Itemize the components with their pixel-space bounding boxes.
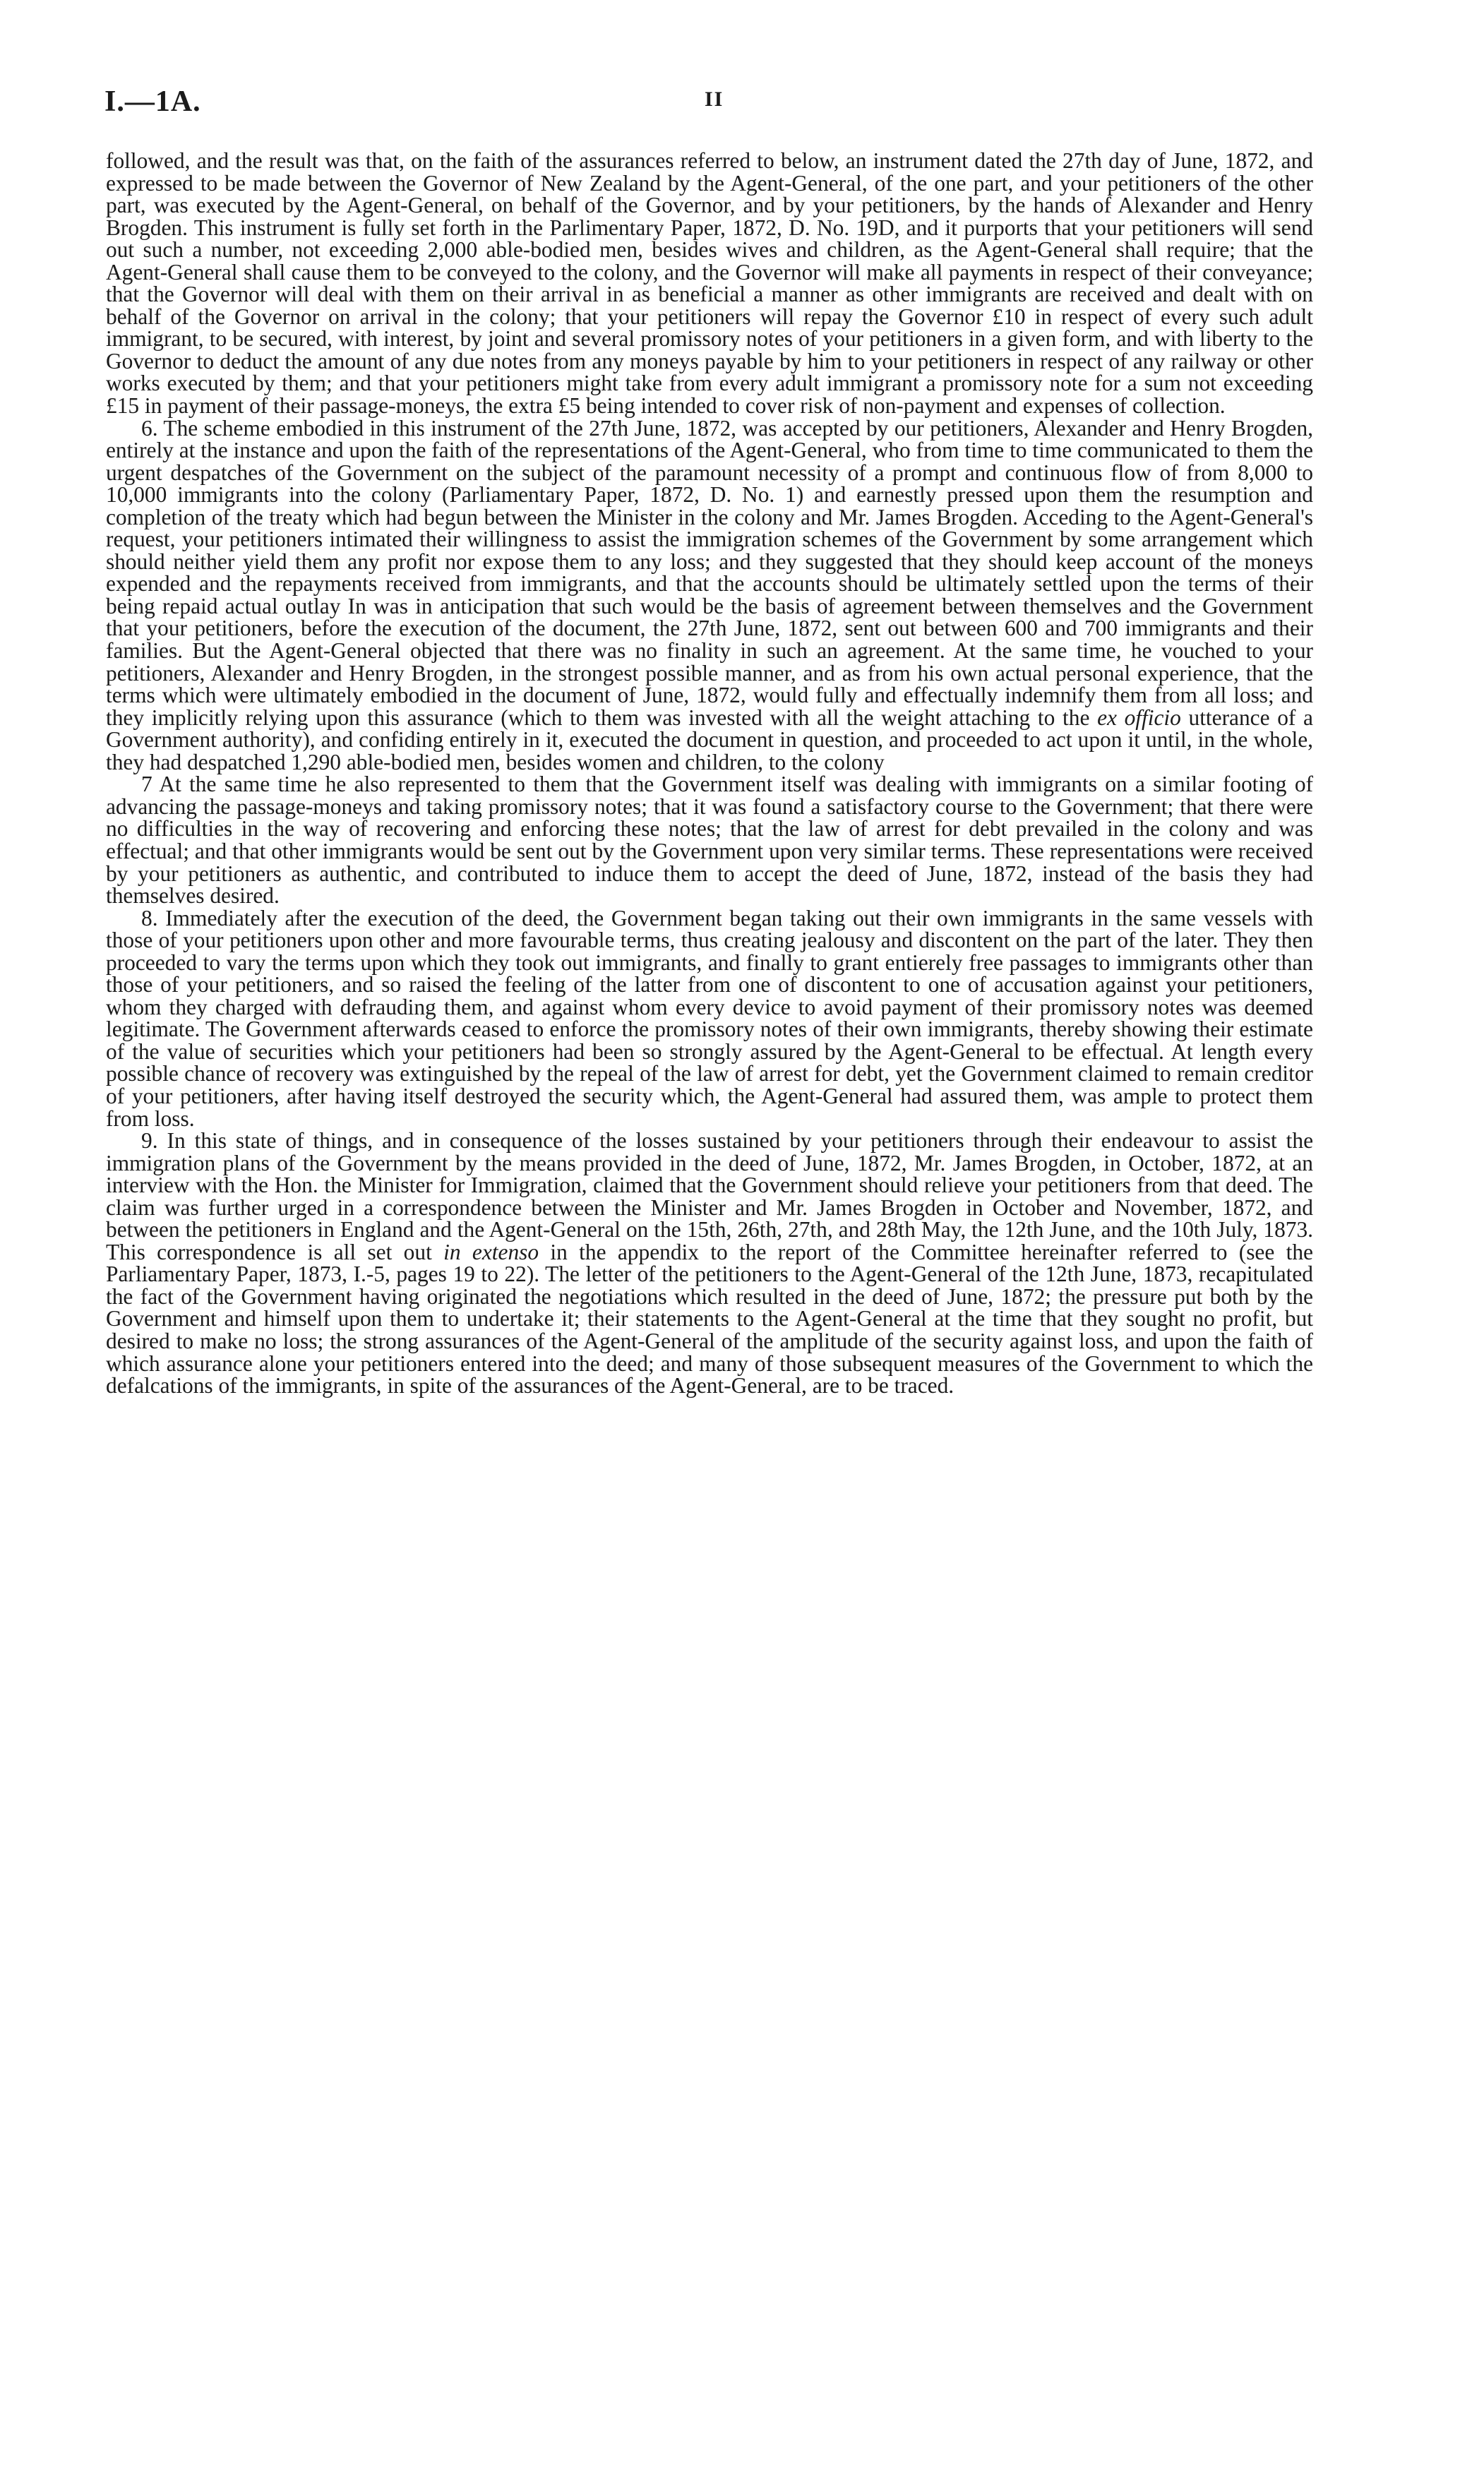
paragraph-text: 8. Immediately after the execution of the deed, the Government began taking out their own immigrants in the same vessels with those of your petitioners upon other and more favourable terms, thus creating jealousy and discontent on the part of the later. They then proceeded to vary the terms upon which they took out immigrants, and finally to grant entierely free passages to immigrants other than those of your petitioners, and so raised the feeling of the latter from one of discontent to one of accusation against your petitioners, whom they charged with defrauding them, and against whom every device to avoid payment of their promissory notes was deemed legitimate. The Government afterwards ceased to enforce the promissory notes of their own immigrants, thereby showing their estimate of the value of securities which your petitioners had been so strongly assured by the Agent-General to be effectual. At length every possible chance of recovery was extinguished by the repeal of the law of arrest for debt, yet the Government claimed to remain creditor of your petitioners, after having itself destroyed the security which, the Agent-General had assured them, was ample to protect them from loss. [106,905,1313,1131]
italic-phrase: ex officio [1097,705,1181,730]
paragraph-text: followed, and the result was that, on the faith of the assurances referred to below, an instrument dated the 27th day of June, 1872, and expressed to be made between the Governor of New Zealand by the Agent-General, of the one part, and your petitioners of the other part, was executed by the Agent-General, on behalf of the Governor, and by your petitioners, by the hands of Alexander and Henry Brogden. This instrument is fully set forth in the Parlimentary Paper, 1872, D. No. 19D, and it purports that your petitioners will send out such a number, not exceeding 2,000 able-bodied men, besides wives and children, as the Agent-General shall require; that the Agent-General shall cause them to be conveyed to the colony, and the Governor will make all payments in respect of their conveyance; that the Governor will deal with them on their arrival in as beneficial a manner as other immigrants are received and dealt with on behalf of the Governor on arrival in the colony; that your petitioners will repay the Governor £10 in respect of every such adult immigrant, to be secured, with interest, by joint and several promissory notes of your petitioners in a given form, and with liberty to the Governor to deduct the amount of any due notes from any moneys payable by him to your petitioners in respect of any railway or other works executed by them; and that your petitioners might take from every adult immigrant a promissory note for a sum not exceeding £15 in payment of their passage-moneys, the extra £5 being intended to cover risk of non-payment and expenses of collection. [106,148,1313,419]
paragraph-continuation [106,150,1313,417]
document-code: I.—1A. [104,85,201,118]
paragraph-7 [106,772,1313,909]
body-text [106,150,1313,1397]
paragraph-text: 6. The scheme embodied in this instrument of the 27th June, 1872, was accepted by our petitioners, Alexander and Henry Brogden, entirely at the instance and upon the faith of the representations of the Agent-General, who from time to time communicated to them the urgent despatches of the Government on the subject of the paramount necessity of a prompt and continuous flow of from 8,000 to 10,000 immigrants into the colony (Parliamentary Paper, 1872, D. No. 1) and earnestly pressed upon them the resumption and completion of the treaty which had begun between the Minister in the colony and Mr. James Brogden. Acceding to the Agent-General's request, your petitioners intimated their willingness to assist the immigration schemes of the Government by some arrangement which should neither yield them any profit nor expose them to any loss; and they suggested that they should keep account of the moneys expended and the repayments received from immigrants, and that the accounts should be ultimately settled upon the terms of their being repaid actual outlay In was in anticipation that such would be the basis of agreement between themselves and the Government that your petitioners, before the execution of the document, the 27th June, 1872, sent out between 600 and 700 immigrants and their families. But the Agent-General objected that there was no finality in such an agreement. At the same time, he vouched to your petitioners, Alexander and Henry Brogden, in the strongest possible manner, and as from his own actual personal experience, that the terms which were ultimately embodied in the document of June, 1872, would fully and effectually indemnify them from all loss; and they implicitly relying upon this assurance (which to them was invested with all the weight attaching to the [106,415,1313,730]
paragraph-9 [106,1130,1313,1397]
paragraph-text-after: in the appendix to the report of the Committee hereinafter referred to (see the Parliamentary Paper, 1873, I.-5, pages 19 to 22). The letter of the petitioners to the Agent-General of the 12th June, 1873, recapitulated the fact of the Government having originated the negotiations which resulted in the deed of June, 1872; the pressure put both by the Government and himself upon them to undertake it; their statements to the Agent-General at the time that they sought no profit, but desired to make no loss; the strong assurances of the Agent-General of the amplitude of the security against loss, and upon the faith of which assurance alone your petitioners entered into the deed; and many of those subsequent measures of the Government to which the defalcations of the immigrants, in spite of the assurances of the Agent-General, are to be traced. [106,1239,1313,1399]
italic-phrase: in extenso [443,1239,539,1264]
page-header [104,85,1418,127]
page-number: II [705,88,724,111]
paragraph-text-after: utterance of a Government authority), and confiding entirely in it, executed the document in question, and proceeded to act upon it until, in the whole, they had despatched 1,290 able-bodied men, besides women and children, to the colony [106,705,1313,774]
paragraph-8 [106,907,1313,1130]
paragraph-text: 9. In this state of things, and in consequence of the losses sustained by your petitioners through their endeavour to assist the immigration plans of the Government by the means provided in the deed of June, 1872, Mr. James Brogden, in October, 1872, at an interview with the Hon. the Minister for Immigration, claimed that the Government should relieve your petitioners from that deed. The claim was further urged in a correspondence between the Minister and Mr. James Brogden in October and November, 1872, and between the petitioners in England and the Agent-General on the 15th, 26th, 27th, and 28th May, the 12th June, and the 10th July, 1873. This correspondence is all set out [106,1128,1313,1264]
paragraph-text: 7 At the same time he also represented to them that the Government itself was dealing with immigrants on a similar footing of advancing the passage-moneys and taking promissory notes; that it was found a satisfactory course to the Government; that there were no difficulties in the way of recovering and enforcing these notes; that the law of arrest for debt prevailed in the colony and was effectual; and that other immigrants would be sent out by the Government upon very similar terms. These representations were received by your petitioners as authentic, and contributed to induce them to accept the deed of June, 1872, instead of the basis they had themselves desired. [106,772,1313,909]
paragraph-6 [106,417,1313,774]
